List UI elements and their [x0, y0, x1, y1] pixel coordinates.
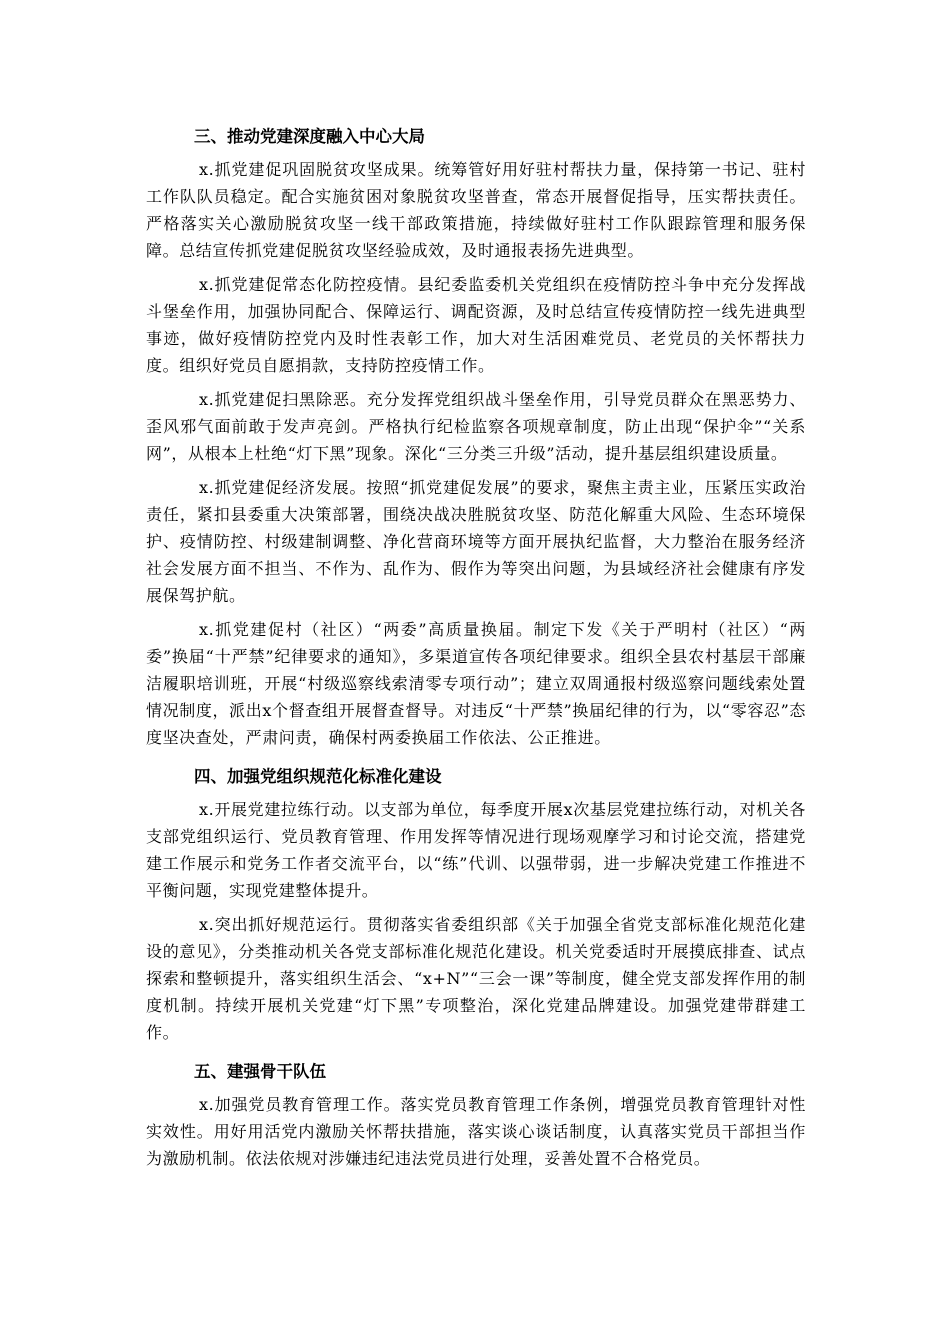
section-4 [146, 758, 806, 1046]
paragraph: x.加强党员教育管理工作。落实党员教育管理工作条例，增强党员教育管理针对性实效性。用好用活党内激励关怀帮扶措施，落实谈心谈话制度，认真落实党员干部担当作为激励机制。依法依规对涉嫌违纪违法党员进行处理，妥善处置不合格党员。 [146, 1095, 806, 1168]
paragraph: x.抓党建促常态化防控疫情。县纪委监委机关党组织在疫情防控斗争中充分发挥战斗堡垒作用，加强协同配合、保障运行、调配资源，及时总结宣传疫情防控一线先进典型事迹，做好疫情防控党内及时性表彰工作，加大对生活困难党员、老党员的关怀帮扶力度。组织好党员自愿捐款，支持防控疫情工作。 [146, 275, 806, 375]
document-page [146, 118, 806, 1179]
section-heading: 三、推动党建深度融入中心大局 [194, 127, 425, 146]
paragraph: x.抓党建促扫黑除恶。充分发挥党组织战斗堡垒作用，引导党员群众在黑恶势力、歪风邪气面前敢于发声亮剑。严格执行纪检监察各项规章制度，防止出现“保护伞”“关系网”，从根本上杜绝“灯下黑”现象。深化“三分类三升级”活动，提升基层组织建设质量。 [146, 390, 806, 463]
paragraph: x.抓党建促经济发展。按照“抓党建促发展”的要求，聚焦主责主业，压紧压实政治责任，紧扣县委重大决策部署，围绕决战决胜脱贫攻坚、防范化解重大风险、生态环境保护、疫情防控、村级建制调整、净化营商环境等方面开展执纪监督，大力整治在服务经济社会发展方面不担当、不作为、乱作为、假作为等突出问题，为县域经济社会健康有序发展保驾护航。 [146, 478, 806, 605]
section-heading: 四、加强党组织规范化标准化建设 [194, 767, 442, 786]
paragraph: x.抓党建促巩固脱贫攻坚成果。统筹管好用好驻村帮扶力量，保持第一书记、驻村工作队队员稳定。配合实施贫困对象脱贫攻坚普查，常态开展督促指导，压实帮扶责任。严格落实关心激励脱贫攻坚一线干部政策措施，持续做好驻村工作队跟踪管理和服务保障。总结宣传抓党建促脱贫攻坚经验成效，及时通报表扬先进典型。 [146, 160, 806, 260]
section-5 [146, 1053, 806, 1172]
paragraph: x.突出抓好规范运行。贯彻落实省委组织部《关于加强全省党支部标准化规范化建设的意见》，分类推动机关各党支部标准化规范化建设。机关党委适时开展摸底排查、试点探索和整顿提升，落实组织生活会、“x+N”“三会一课”等制度，健全党支部发挥作用的制度机制。持续开展机关党建“灯下黑”专项整治，深化党建品牌建设。加强党建带群建工作。 [146, 915, 806, 1042]
paragraph: x.开展党建拉练行动。以支部为单位，每季度开展x次基层党建拉练行动，对机关各支部党组织运行、党员教育管理、作用发挥等情况进行现场观摩学习和讨论交流，搭建党建工作展示和党务工作者交流平台，以“练”代训、以强带弱，进一步解决党建工作推进不平衡问题，实现党建整体提升。 [146, 800, 806, 900]
section-3 [146, 118, 806, 751]
section-heading: 五、建强骨干队伍 [194, 1062, 326, 1081]
paragraph: x.抓党建促村（社区）“两委”高质量换届。制定下发《关于严明村（社区）“两委”换届“十严禁”纪律要求的通知》，多渠道宣传各项纪律要求。组织全县农村基层干部廉洁履职培训班，开展“村级巡察线索清零专项行动”；建立双周通报村级巡察问题线索处置情况制度，派出x个督查组开展督查督导。对违反“十严禁”换届纪律的行为，以“零容忍”态度坚决查处，严肃问责，确保村两委换届工作依法、公正推进。 [146, 620, 806, 747]
